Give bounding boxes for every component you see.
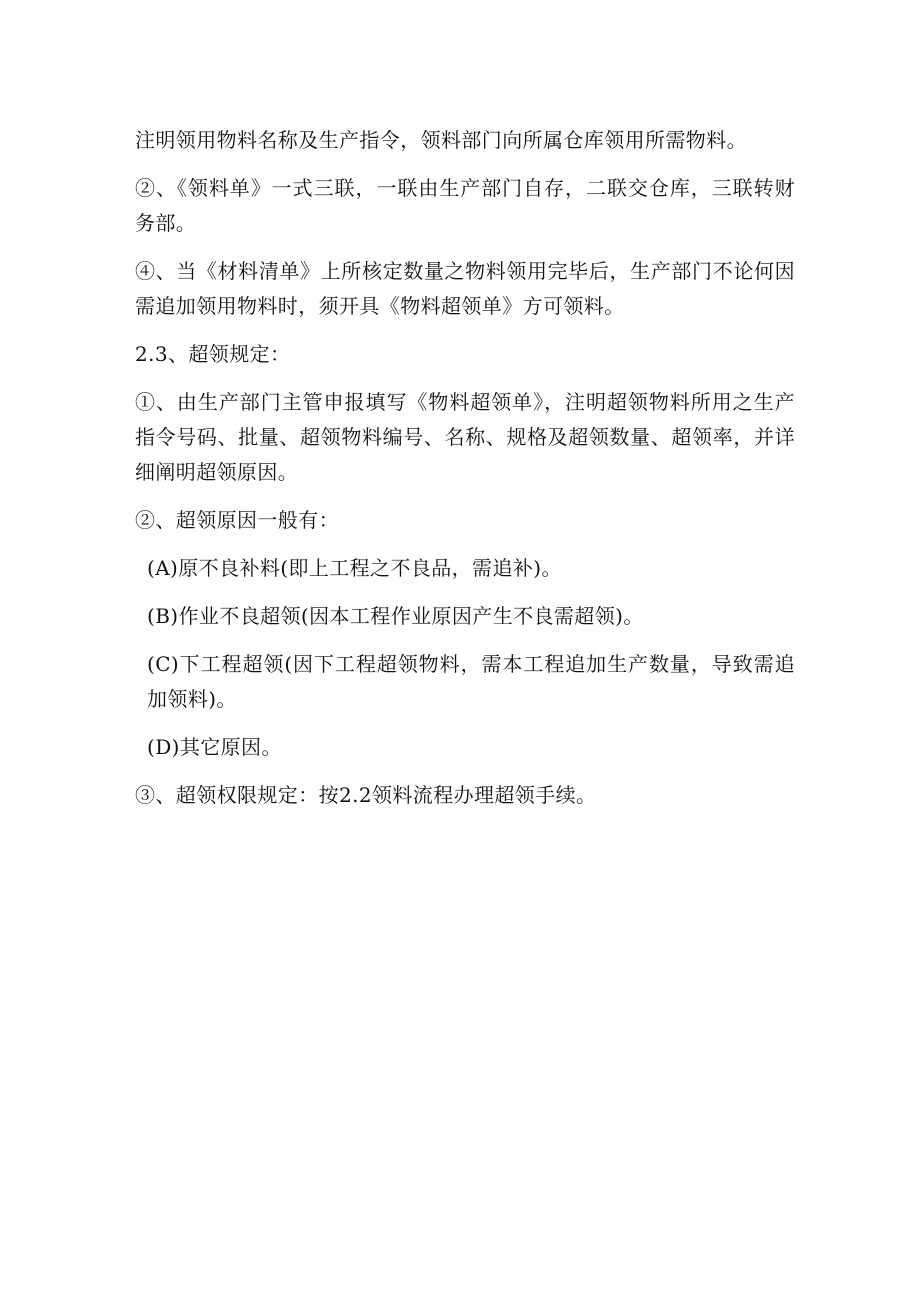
paragraph-continuation: 注明领用物料名称及生产指令，领料部门向所属仓库领用所需物料。 xyxy=(135,128,747,152)
reason-item-a: (A)原不良补料(即上工程之不良品，需追补)。 xyxy=(147,556,562,580)
paragraph-over-requisition-authority: ③、超领权限规定：按2.2领料流程办理超领手续。 xyxy=(135,783,597,807)
reason-item-b: (B)作业不良超领(因本工程作业原因产生不良需超领)。 xyxy=(147,604,644,628)
paragraph-over-requisition-reasons: ②、超领原因一般有： xyxy=(135,508,339,532)
paragraph-over-requisition-application: ①、由生产部门主管申报填写《物料超领单》，注明超领物料所用之生产指令号码、批量、超领物料编号、名称、规格及超领数量、超领率，并详细阐明超领原因。 xyxy=(135,390,795,484)
reason-item-d: (D)其它原因。 xyxy=(147,735,282,759)
document-body xyxy=(135,123,795,826)
reason-item-c: (C)下工程超领(因下工程超领物料，需本工程追加生产数量，导致需追加领料)。 xyxy=(147,652,795,711)
paragraph-over-requisition-condition: ④、当《材料清单》上所核定数量之物料领用完毕后，生产部门不论何因需追加领用物料时，须开具《物料超领单》方可领料。 xyxy=(135,259,795,318)
section-heading-over-requisition-rules: 2.3、超领规定： xyxy=(135,342,291,366)
paragraph-requisition-form-copies: ②、《领料单》一式三联，一联由生产部门自存，二联交仓库，三联转财务部。 xyxy=(135,176,795,235)
